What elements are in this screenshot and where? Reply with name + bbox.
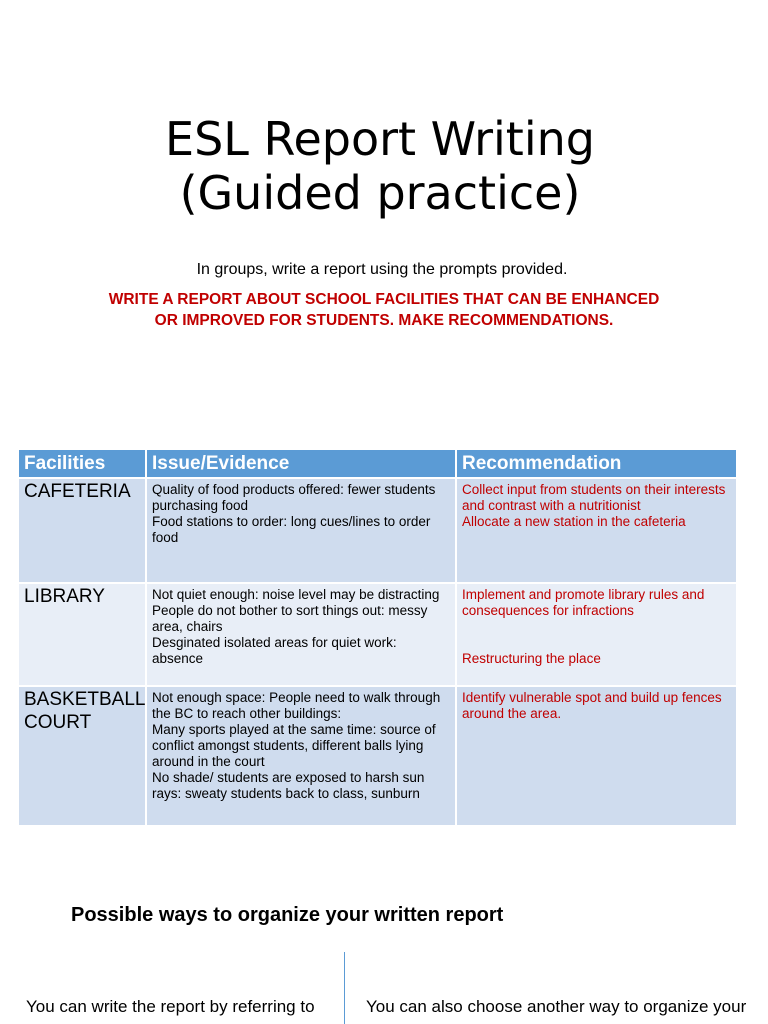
recommendation-item: Allocate a new station in the cafeteria <box>462 514 686 529</box>
issue-item: Food stations to order: long cues/lines to order food <box>152 514 431 545</box>
instruction-line-2: OR IMPROVED FOR STUDENTS. MAKE RECOMMENDATIONS. <box>154 312 614 329</box>
table-row-library <box>19 583 737 686</box>
issue-item: People do not bother to sort things out: messy area, chairs <box>152 603 428 634</box>
table-row-basketball-court <box>19 686 737 826</box>
spacer <box>462 635 731 651</box>
recommendation-cell <box>456 686 737 826</box>
title-line-1: ESL Report Writing <box>165 112 595 166</box>
issue-cell <box>146 583 456 686</box>
recommendation-item: Restructuring the place <box>462 651 601 666</box>
assignment-instruction <box>84 289 684 331</box>
table-row-cafeteria <box>19 478 737 583</box>
facility-name: BASKETBALL <box>24 689 146 710</box>
recommendation-item: Collect input from students on their interests and contrast with a nutritionist <box>462 482 726 513</box>
facility-cell <box>19 583 146 686</box>
facility-cell <box>19 478 146 583</box>
header-issue-evidence: Issue/Evidence <box>146 450 456 478</box>
spacer <box>462 619 731 635</box>
issue-item: Not quiet enough: noise level may be distracting <box>152 587 440 602</box>
organize-option-left: You can write the report by referring to <box>26 997 315 1016</box>
issue-item: Desginated isolated areas for quiet work: absence <box>152 635 397 666</box>
column-divider <box>344 952 345 1024</box>
issue-cell <box>146 478 456 583</box>
recommendation-cell <box>456 478 737 583</box>
issue-item: No shade/ students are exposed to harsh sun rays: sweaty students back to class, sunburn <box>152 770 425 801</box>
instruction-line-1: WRITE A REPORT ABOUT SCHOOL FACILITIES THAT CAN BE ENHANCED <box>108 291 660 308</box>
facilities-table <box>19 450 738 827</box>
page-title <box>0 112 760 220</box>
header-recommendation: Recommendation <box>456 450 737 478</box>
facility-name: LIBRARY <box>24 586 105 607</box>
recommendation-cell <box>456 583 737 686</box>
facility-name: COURT <box>24 712 92 733</box>
issue-cell <box>146 686 456 826</box>
issue-item: Not enough space: People need to walk through the BC to reach other buildings: <box>152 690 441 721</box>
facility-cell <box>19 686 146 826</box>
issue-item: Quality of food products offered: fewer students purchasing food <box>152 482 436 513</box>
facility-name: CAFETERIA <box>24 481 131 502</box>
organize-heading: Possible ways to organize your written report <box>71 904 504 926</box>
organize-option-right: You can also choose another way to organize your <box>366 997 747 1016</box>
header-facilities: Facilities <box>19 450 146 478</box>
table-header-row <box>19 450 737 478</box>
recommendation-item: Identify vulnerable spot and build up fences around the area. <box>462 690 722 721</box>
recommendation-item: Implement and promote library rules and consequences for infractions <box>462 587 705 618</box>
issue-item: Many sports played at the same time: source of conflict amongst students, different balls lying around in the court <box>152 722 436 769</box>
title-line-2: (Guided practice) <box>179 166 581 220</box>
intro-text: In groups, write a report using the prompts provided. <box>196 261 568 278</box>
